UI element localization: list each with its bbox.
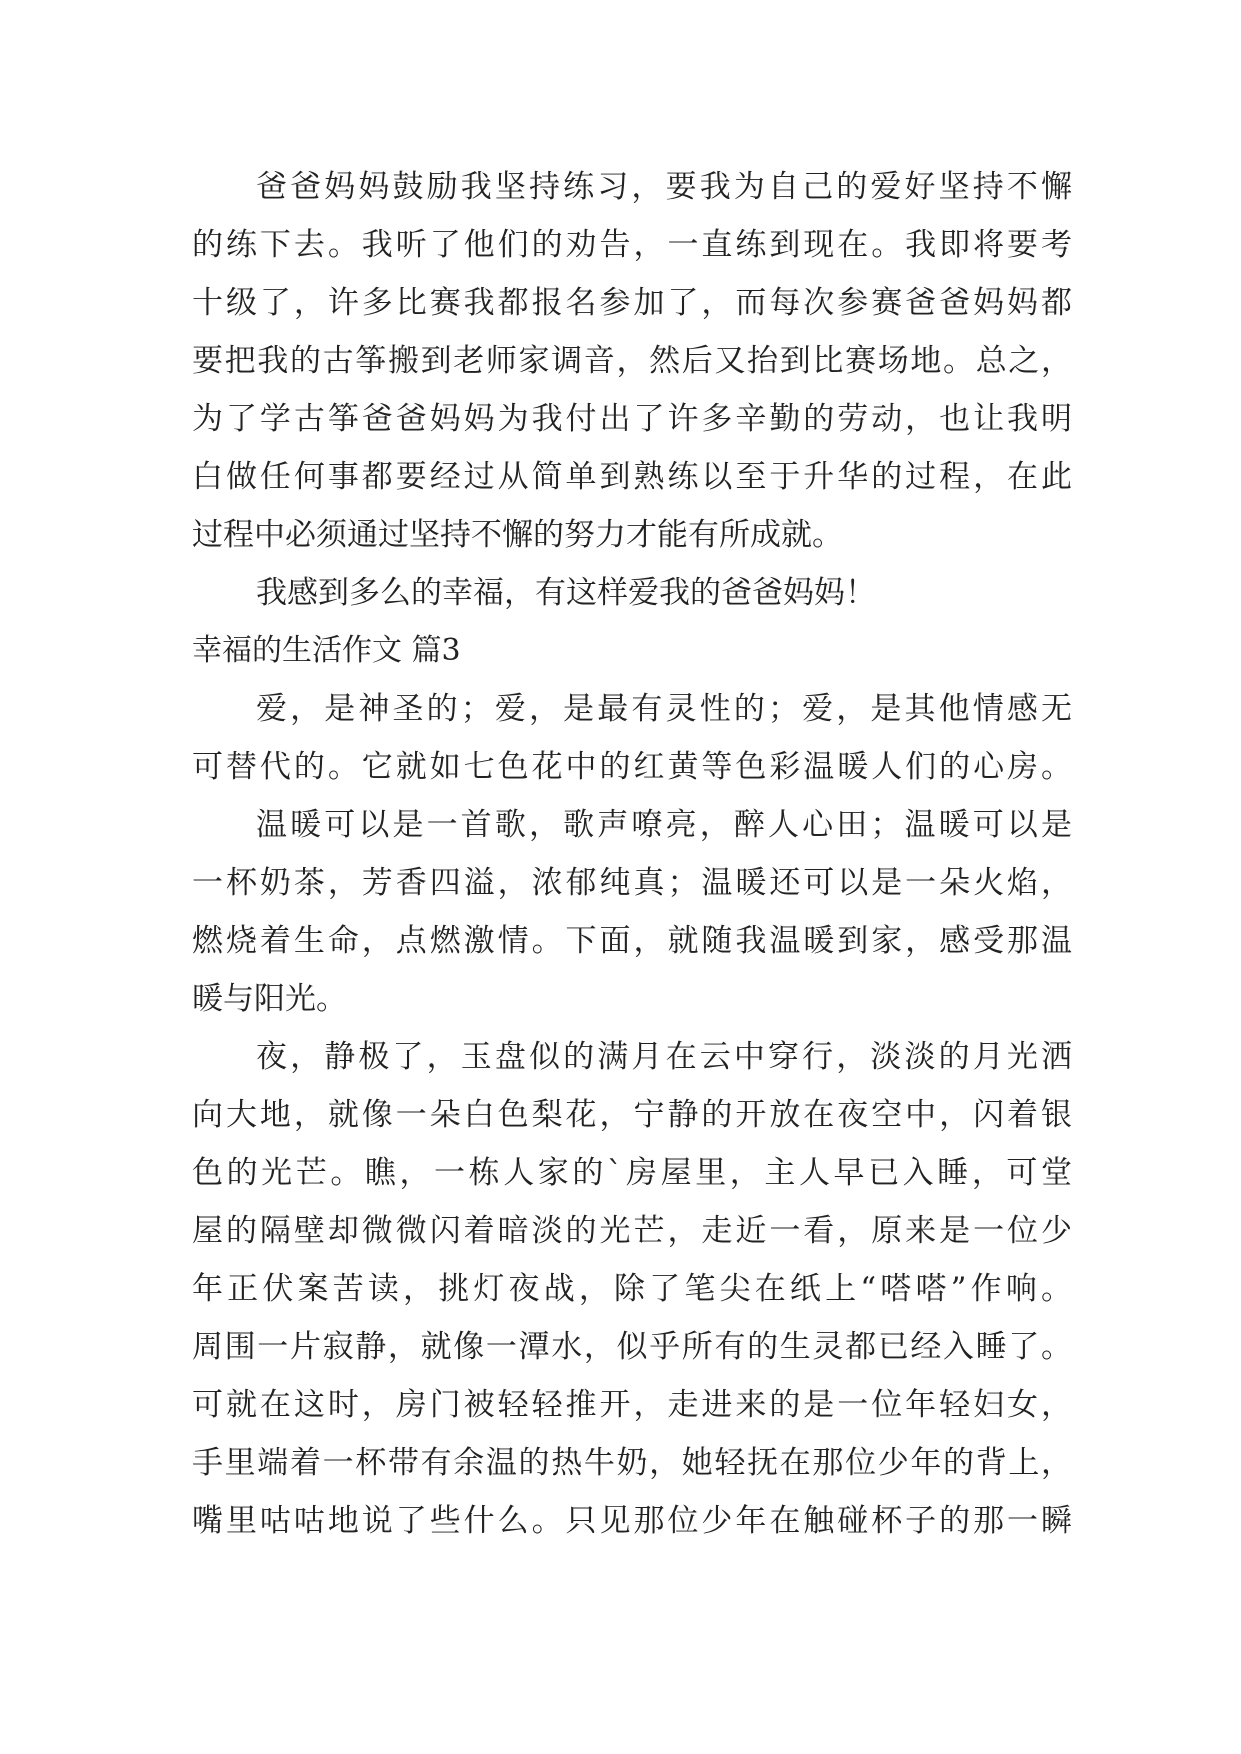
text-line: 过程中必须通过坚持不懈的努力才能有所成就。 [192,517,843,553]
text-line: 十级了，许多比赛我都报名参加了，而每次参赛爸爸妈妈都 [192,285,1072,321]
text-line: 白做任何事都要经过从简单到熟练以至于升华的过程，在此 [192,459,1072,495]
text-line: 暖与阳光。 [192,981,347,1017]
text-line: 为了学古筝爸爸妈妈为我付出了许多辛勤的劳动，也让我明 [192,401,1072,437]
text-line: 可就在这时，房门被轻轻推开，走进来的是一位年轻妇女， [192,1387,1072,1423]
text-line: 要把我的古筝搬到老师家调音，然后又抬到比赛场地。总之， [192,343,1072,379]
text-line: 夜，静极了，玉盘似的满月在云中穿行，淡淡的月光洒 [256,1039,1072,1075]
text-line: 年正伏案苦读，挑灯夜战，除了笔尖在纸上“嗒嗒”作响。 [192,1271,1072,1307]
text-line: 我感到多么的幸福，有这样爱我的爸爸妈妈！ [256,575,876,611]
text-line: 燃烧着生命，点燃激情。下面，就随我温暖到家，感受那温 [192,923,1072,959]
text-line: 爸爸妈妈鼓励我坚持练习，要我为自己的爱好坚持不懈 [256,169,1072,205]
document-body [192,158,1072,1550]
text-line: 色的光芒。瞧，一栋人家的`房屋里，主人早已入睡，可堂 [192,1155,1072,1191]
text-line: 嘴里咕咕地说了些什么。只见那位少年在触碰杯子的那一瞬 [192,1503,1072,1539]
text-line: 一杯奶茶，芳香四溢，浓郁纯真；温暖还可以是一朵火焰， [192,865,1072,901]
text-line: 周围一片寂静，就像一潭水，似乎所有的生灵都已经入睡了。 [192,1329,1072,1365]
text-line: 向大地，就像一朵白色梨花，宁静的开放在夜空中，闪着银 [192,1097,1072,1133]
text-line: 手里端着一杯带有余温的热牛奶，她轻抚在那位少年的背上， [192,1445,1072,1481]
text-line: 屋的隔壁却微微闪着暗淡的光芒，走近一看，原来是一位少 [192,1213,1072,1249]
text-line: 的练下去。我听了他们的劝告，一直练到现在。我即将要考 [192,227,1072,263]
text-line: 温暖可以是一首歌，歌声嘹亮，醉人心田；温暖可以是 [256,807,1072,843]
text-line: 爱，是神圣的；爱，是最有灵性的；爱，是其他情感无 [256,691,1072,727]
section-heading: 幸福的生活作文 篇3 [192,633,461,668]
text-line: 可替代的。它就如七色花中的红黄等色彩温暖人们的心房。 [192,749,1072,785]
